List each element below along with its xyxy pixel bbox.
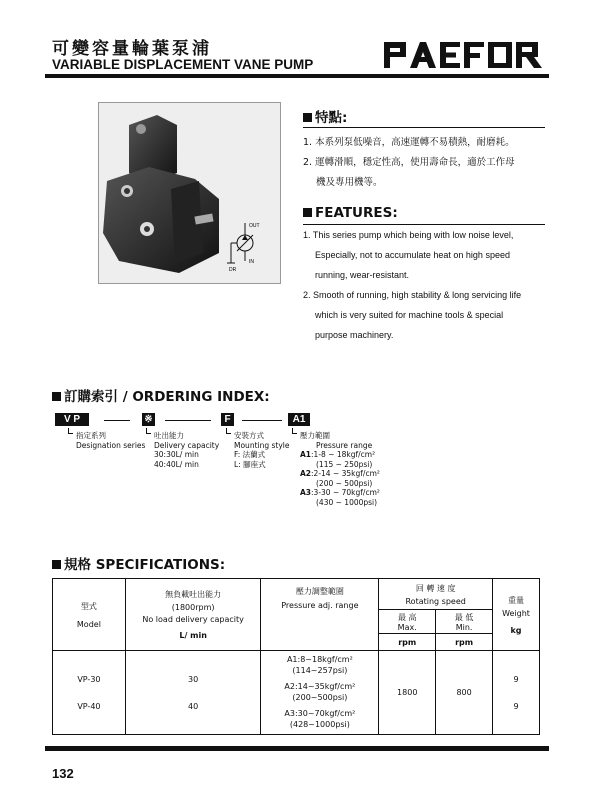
header-rule [45,74,549,78]
list-item: 1. This series pump which being with low noise level, [303,230,514,240]
features-cn-list [303,133,515,193]
code-dash [104,420,130,421]
footer-rule [45,746,549,751]
symbol-in-label: IN [249,259,254,265]
product-photo [98,102,281,284]
ordering-heading: 訂購索引 / ORDERING INDEX: [52,385,270,405]
weight-cell: 9 9 [493,651,540,735]
max-rpm-cell: 1800 [379,651,436,735]
code-mounting-box: F [221,413,234,426]
min-rpm-cell: 800 [436,651,493,735]
symbol-out-label: OUT [249,223,260,229]
bracket-mark [226,428,231,434]
min-header: 最 低 Min. [436,610,493,634]
mounting-label: 安裝方式 Mounting style F: 法蘭式 L: 腳座式 [234,431,290,469]
page-title-chinese: 可變容量輪葉泵浦 [52,39,212,59]
max-rpm-unit: rpm [379,634,436,651]
bullet-square-icon [52,392,61,401]
pressure-header: 壓力調整範圍 Pressure adj. range [261,579,379,651]
bracket-mark [68,428,73,434]
max-header: 最 高 Max. [379,610,436,634]
code-dash [165,420,211,421]
pressure-label: 壓力範圍 Pressure range A1:1-8 ~ 18kgf/cm² (115 ~ 250psi) A2:2-14 ~ 35kgf/cm² (200 ~ 500psi) A3:3-30 ~ 70kgf/cm² (430 ~ 1000psi) [300,431,380,507]
weight-header: 重量 Weight kg [493,579,540,651]
min-rpm-unit: rpm [436,634,493,651]
speed-header: 回 轉 速 度 Rotating speed [379,579,493,610]
features-cn-heading: 特點: [303,106,347,126]
code-capacity-box: ※ [142,413,155,426]
bracket-mark [292,428,297,434]
brand-logo [384,40,544,77]
delivery-cell: 30 40 [125,651,261,735]
list-item: 1. 本系列泵低噪音，高速運轉不易積熱，耐磨耗。 [303,137,515,148]
bullet-square-icon [303,208,312,217]
code-pressure-box: A1 [288,413,310,426]
model-cell: VP-30 VP-40 [53,651,126,735]
list-item: which is very suited for machine tools & special [315,310,504,320]
list-item: Especially, not to accumulate heat on high speed [315,250,510,260]
specifications-heading: 規格 SPECIFICATIONS: [52,553,225,573]
list-item: running, wear-resistant. [315,270,410,280]
pressure-range-cell: A1:8~18kgf/cm² (114~257psi) A2:14~35kgf/cm² (200~500psi) A3:30~70kgf/cm² (428~1000psi) [261,651,379,735]
features-cn-rule [303,127,545,128]
list-item: 2. Smooth of running, high stability & long servicing life [303,290,522,300]
designation-label: 指定系列 Designation series [76,431,146,450]
specifications-table [52,578,540,735]
list-item: 2. 運轉滑順，穩定性高，使用壽命長，適於工作母 [303,157,515,168]
page-number: 132 [52,766,74,781]
model-header: 型式 Model [53,579,126,651]
page-title-english: VARIABLE DISPLACEMENT VANE PUMP [52,57,314,72]
features-en-heading: FEATURES: [303,205,398,221]
features-en-list [303,225,521,345]
bracket-mark [146,428,151,434]
list-item: 機及專用機等。 [316,177,383,188]
symbol-dr-label: DR [229,267,237,273]
capacity-label: 吐出能力 Delivery capacity 30:30L/ min 40:40L/ min [154,431,220,469]
code-series-box: V P [55,413,89,426]
bullet-square-icon [52,560,61,569]
bullet-square-icon [303,113,312,122]
code-dash [242,420,282,421]
delivery-header: 無負載吐出能力 (1800rpm) No load delivery capacity L/ min [125,579,261,651]
list-item: purpose machinery. [315,330,394,340]
